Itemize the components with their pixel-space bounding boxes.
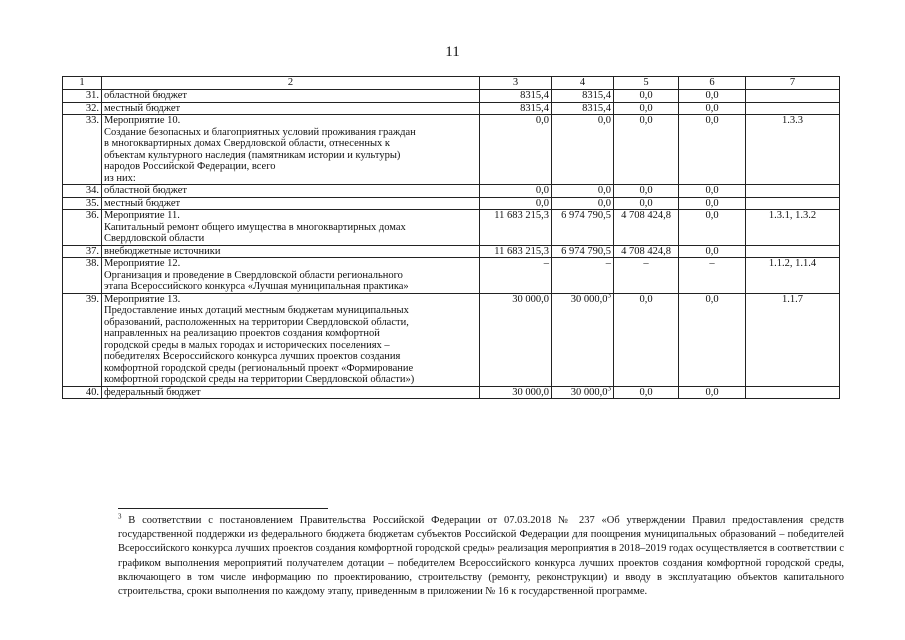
description-line: объектам культурного наследия (памятникам истории и культуры)	[104, 149, 401, 161]
year-2018-value	[552, 185, 614, 198]
year-2018-value	[552, 115, 614, 185]
description-line: комфортной городской среды (региональный проект «Формирование	[104, 362, 414, 374]
year-2018-value	[552, 245, 614, 258]
footnote-reference: 3	[607, 293, 611, 299]
year-2020-value: 0,0	[679, 386, 746, 399]
footnote-text: В соответствии с постановлением Правительства Российской Федерации от 07.03.2018 № 237 «Об утверждении Правил предоставления средств государственной поддержки из федерального бюджета бюджетам субъектов Российской Федерации для поощрения муниципальных образований – победителей Всероссийского конкурса лучших проектов создания комфортной городской среды» реализация мероприятия в 2018–2019 годах осуществляется в соответствии с графиком выполнения мероприятий получателем дотации – победителем Всероссийского конкурса лучших проектов создания комфортной городской среды, включающего в том числе информацию по проектированию, строительству (ремонту, реконструкции) и вводу в эксплуатацию объектов капитального строительства, сроки выполнения по каждому этапу, приведенным в приложении № 16 к государственной программе.	[118, 515, 845, 598]
year-2018-value	[552, 386, 614, 399]
description-line: Мероприятие 12.	[104, 258, 181, 269]
description-line: этапа Всероссийского конкурса «Лучшая муниципальная практика»	[104, 281, 409, 292]
year-2020-value: 0,0	[679, 90, 746, 103]
column-header: 3	[480, 77, 552, 90]
total-value: 11 683 215,3	[480, 245, 552, 258]
description-line: победителях Всероссийского конкурса лучших проектов создания	[104, 351, 401, 362]
target-reference	[746, 245, 840, 258]
year-2020-value: 0,0	[679, 197, 746, 210]
description-line: Создание безопасных и благоприятных условий проживания граждан	[104, 126, 416, 138]
row-number: 36.	[63, 210, 102, 246]
table-row	[63, 185, 840, 198]
table-row	[63, 210, 840, 246]
total-value: 11 683 215,3	[480, 210, 552, 246]
year-2019-value: 0,0	[614, 293, 679, 386]
target-reference: 1.1.2, 1.1.4	[746, 258, 840, 294]
total-value: 0,0	[480, 197, 552, 210]
description-line: направленных на реализацию проектов создания комфортной	[104, 328, 380, 339]
description-line: образований, расположенных на территории Свердловской области,	[104, 316, 409, 328]
total-value: –	[480, 258, 552, 294]
row-number: 32.	[63, 102, 102, 115]
total-value: 8315,4	[480, 90, 552, 103]
row-description	[102, 185, 480, 198]
row-description	[102, 197, 480, 210]
target-reference: 1.1.7	[746, 293, 840, 386]
description-line: местный бюджет	[104, 102, 181, 114]
row-number: 38.	[63, 258, 102, 294]
year-2020-value: 0,0	[679, 293, 746, 386]
row-description	[102, 102, 480, 115]
description-line: Мероприятие 10.	[104, 115, 181, 126]
target-reference	[746, 90, 840, 103]
column-header: 7	[746, 77, 840, 90]
column-header: 1	[63, 77, 102, 90]
total-value: 30 000,0	[480, 293, 552, 386]
year-2018-amount: –	[605, 258, 611, 269]
row-number: 40.	[63, 386, 102, 399]
column-header: 6	[679, 77, 746, 90]
year-2020-value: 0,0	[679, 210, 746, 246]
description-line: Предоставление иных дотаций местным бюджетам муниципальных	[104, 305, 409, 316]
column-header: 2	[102, 77, 480, 90]
row-description	[102, 245, 480, 258]
table-header-row	[63, 77, 840, 90]
row-number: 33.	[63, 115, 102, 185]
year-2020-value: 0,0	[679, 115, 746, 185]
target-reference	[746, 185, 840, 198]
year-2018-amount: 8315,4	[582, 102, 611, 114]
year-2019-value: 0,0	[614, 197, 679, 210]
target-reference	[746, 386, 840, 399]
row-description	[102, 115, 480, 185]
year-2018-amount: 0,0	[597, 115, 611, 126]
row-description	[102, 90, 480, 103]
table-row	[63, 258, 840, 294]
row-description	[102, 258, 480, 294]
total-value: 0,0	[480, 185, 552, 198]
year-2018-value	[552, 293, 614, 386]
year-2019-value: 0,0	[614, 185, 679, 198]
target-reference	[746, 197, 840, 210]
year-2020-value: 0,0	[679, 102, 746, 115]
description-line: Мероприятие 13.	[104, 293, 181, 305]
table-row	[63, 386, 840, 399]
year-2018-amount: 30 000,0	[570, 293, 608, 305]
footnote-marker: 3	[118, 512, 122, 521]
description-line: в многоквартирных домах Свердловской области, отнесенных к	[104, 138, 391, 149]
row-number: 34.	[63, 185, 102, 198]
year-2018-amount: 8315,4	[582, 90, 611, 101]
description-line: федеральный бюджет	[104, 386, 201, 398]
year-2019-value: –	[614, 258, 679, 294]
year-2019-value: 0,0	[614, 386, 679, 399]
description-line: комфортной городской среды на территории Свердловской области»)	[104, 374, 415, 385]
description-line: Мероприятие 11.	[104, 210, 180, 221]
year-2018-value	[552, 102, 614, 115]
description-line: областной бюджет	[104, 185, 187, 196]
year-2018-amount: 6 974 790,5	[561, 245, 611, 257]
footnote-divider	[118, 508, 328, 509]
year-2018-amount: 6 974 790,5	[561, 210, 611, 221]
row-number: 37.	[63, 245, 102, 258]
year-2019-value: 4 708 424,8	[614, 245, 679, 258]
year-2019-value: 0,0	[614, 90, 679, 103]
row-number: 35.	[63, 197, 102, 210]
description-line: народов Российской Федерации, всего	[104, 161, 276, 172]
footnote-reference: 3	[607, 386, 611, 392]
table-row	[63, 197, 840, 210]
target-reference: 1.3.1, 1.3.2	[746, 210, 840, 246]
year-2018-amount: 30 000,0	[570, 386, 608, 398]
target-reference	[746, 102, 840, 115]
description-line: областной бюджет	[104, 90, 187, 101]
row-description	[102, 210, 480, 246]
total-value: 30 000,0	[480, 386, 552, 399]
year-2020-value: –	[679, 258, 746, 294]
column-header: 4	[552, 77, 614, 90]
column-header: 5	[614, 77, 679, 90]
footnote	[118, 514, 844, 599]
row-number: 39.	[63, 293, 102, 386]
description-line: внебюджетные источники	[104, 245, 221, 257]
page-number: 11	[445, 44, 460, 60]
year-2020-value: 0,0	[679, 185, 746, 198]
description-line: местный бюджет	[104, 197, 181, 209]
row-description	[102, 293, 480, 386]
description-line: Организация и проведение в Свердловской области регионального	[104, 269, 403, 281]
row-number: 31.	[63, 90, 102, 103]
year-2019-value: 0,0	[614, 115, 679, 185]
description-line: из них:	[104, 172, 136, 184]
budget-table	[62, 76, 840, 399]
year-2018-amount: 0,0	[597, 185, 611, 196]
year-2019-value: 4 708 424,8	[614, 210, 679, 246]
table-row	[63, 115, 840, 185]
table-row	[63, 245, 840, 258]
year-2018-value	[552, 210, 614, 246]
total-value: 0,0	[480, 115, 552, 185]
table-row	[63, 102, 840, 115]
year-2018-value	[552, 258, 614, 294]
year-2019-value: 0,0	[614, 102, 679, 115]
year-2018-value	[552, 197, 614, 210]
table-row	[63, 90, 840, 103]
description-line: Капитальный ремонт общего имущества в многоквартирных домах	[104, 221, 406, 233]
year-2020-value: 0,0	[679, 245, 746, 258]
year-2018-amount: 0,0	[597, 197, 611, 209]
description-line: Свердловской области	[104, 233, 205, 244]
row-description	[102, 386, 480, 399]
target-reference: 1.3.3	[746, 115, 840, 185]
total-value: 8315,4	[480, 102, 552, 115]
year-2018-value	[552, 90, 614, 103]
description-line: городской среды в малых городах и исторических поселениях –	[104, 339, 390, 351]
table-row	[63, 293, 840, 386]
